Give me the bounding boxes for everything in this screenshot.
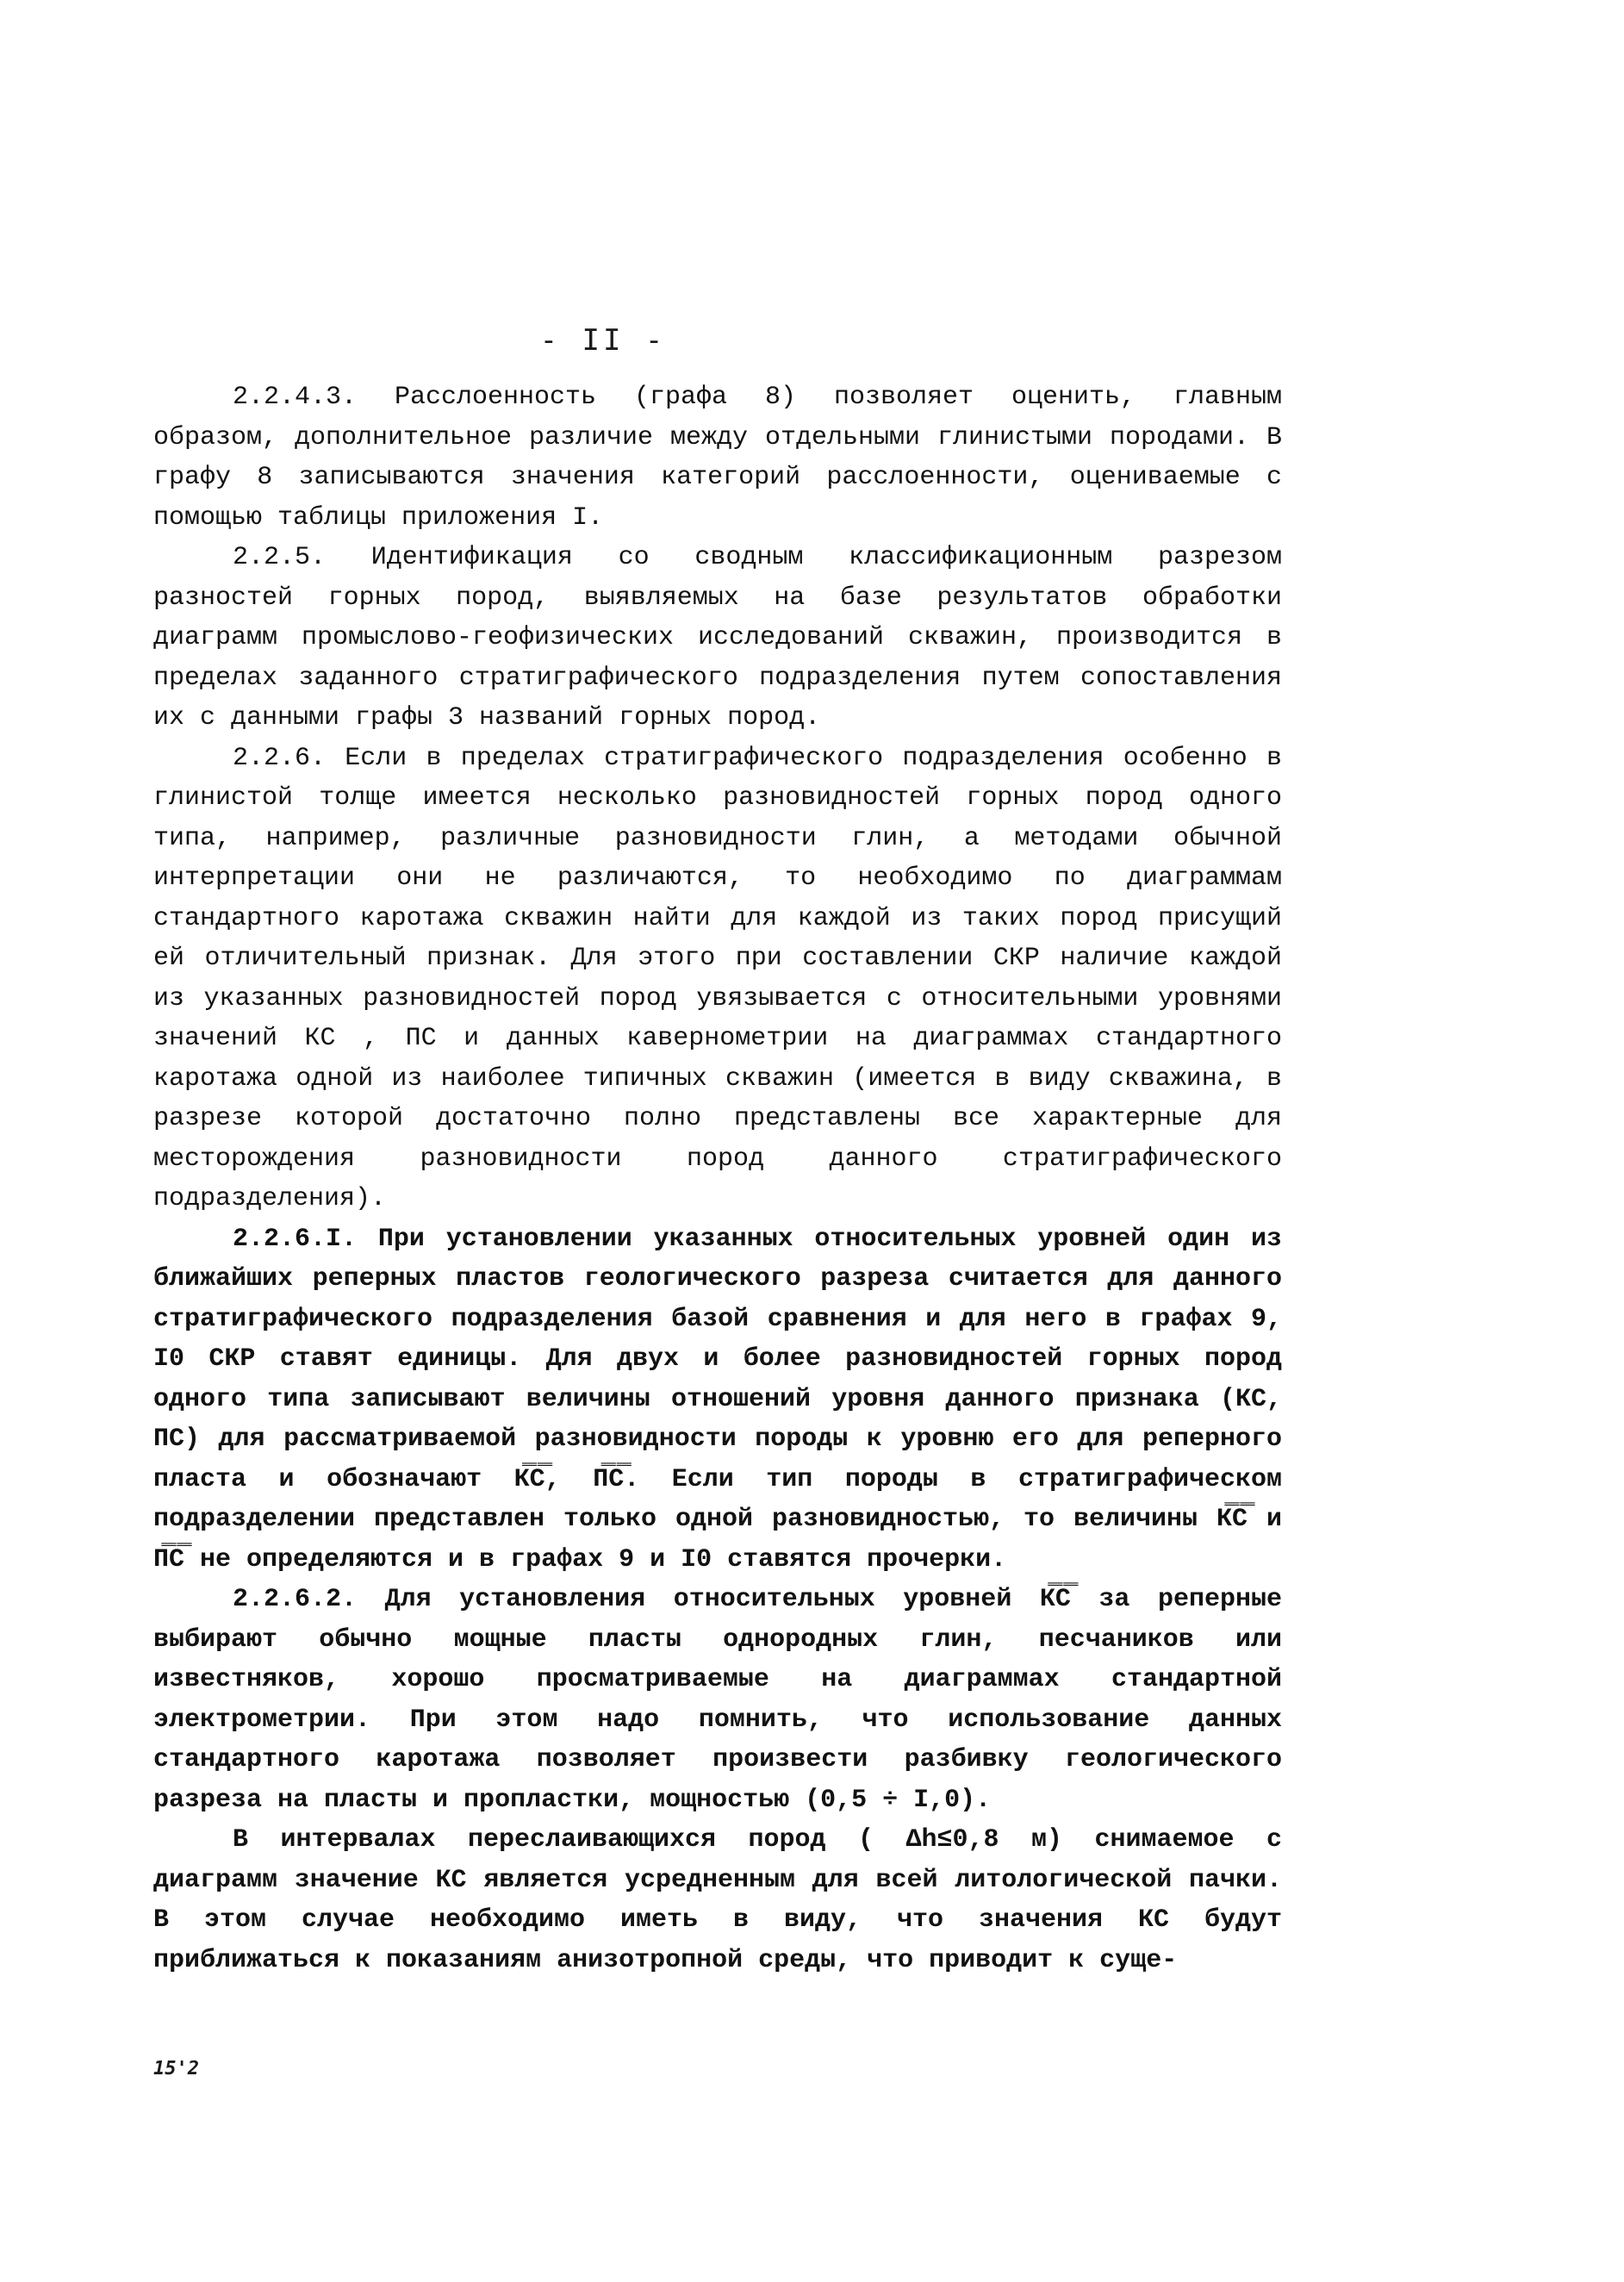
footer-mark: 15'2 (153, 2058, 199, 2079)
paragraph-2-2-5: 2.2.5. Идентификация со сводным классификационным разрезом разностей горных пород, выявляемых на базе результатов обработки диаграмм промыслово-геофизических исследований скважин, производится в пределах заданного стратиграфического подразделения путем сопоставления их с данными графы 3 названий горных пород. (153, 543, 1282, 733)
document-body (153, 377, 1282, 1980)
paragraph-2-2-6-2: 2.2.6.2. Для установления относительных уровней К̿С̿ за реперные выбирают обычно мощные пласты однородных глин, песчаников или известняков, хорошо просматриваемые на диаграммах стандартной электрометрии. При этом надо помнить, что использование данных стандартного каротажа позволяет произвести разбивку геологического разреза на пласты и пропластки, мощностью (0,5 ÷ I,0). (153, 1585, 1282, 1815)
paragraph-2-2-6-1: 2.2.6.I. При установлении указанных относительных уровней один из ближайших реперных пластов геологического разреза считается для данного стратиграфического подразделения базой сравнения и для него в графах 9, I0 СКР ставят единицы. Для двух и более разновидностей горных пород одного типа записывают величины отношений уровня данного признака (КС, ПС) для рассматриваемой разновидности породы к уровню его для реперного пласта и обозначают К̿С̿, П̿С̿. Если тип породы в стратиграфическом подразделении представлен только одной разновидностью, то величины К̿С̿ и П̿С̿ не определяются и в графах 9 и I0 ставятся прочерки. (153, 1224, 1282, 1574)
paragraph-2-2-4-3: 2.2.4.3. Расслоенность (графа 8) позволяет оценить, главным образом, дополнительное различие между отдельными глинистыми породами. В графу 8 записываются значения категорий расслоенности, оцениваемые с помощью таблицы приложения I. (153, 383, 1282, 533)
paragraph-2-2-6-2-continuation: В интервалах переслаивающихся пород ( Δh≤0,8 м) снимаемое с диаграмм значение КС является усредненным для всей литологической пачки. В этом случае необходимо иметь в виду, что значения КС будут приближаться к показаниям анизотропной среды, что приводит к суще- (153, 1825, 1282, 1975)
paragraph-2-2-6: 2.2.6. Если в пределах стратиграфического подразделения особенно в глинистой толще имеется несколько разновидностей горных пород одного типа, например, различные разновидности глин, а методами обычной интерпретации они не различаются, то необходимо по диаграммам стандартного каротажа скважин найти для каждой из таких пород присущий ей отличительный признак. Для этого при составлении СКР наличие каждой из указанных разновидностей пород увязывается с относительными уровнями значений КС , ПС и данных кавернометрии на диаграммах стандартного каротажа одной из наиболее типичных скважин (имеется в виду скважина, в разрезе которой достаточно полно представлены все характерные для месторождения разновидности пород данного стратиграфического подразделения). (153, 743, 1282, 1213)
page-number: - II - (539, 323, 667, 358)
